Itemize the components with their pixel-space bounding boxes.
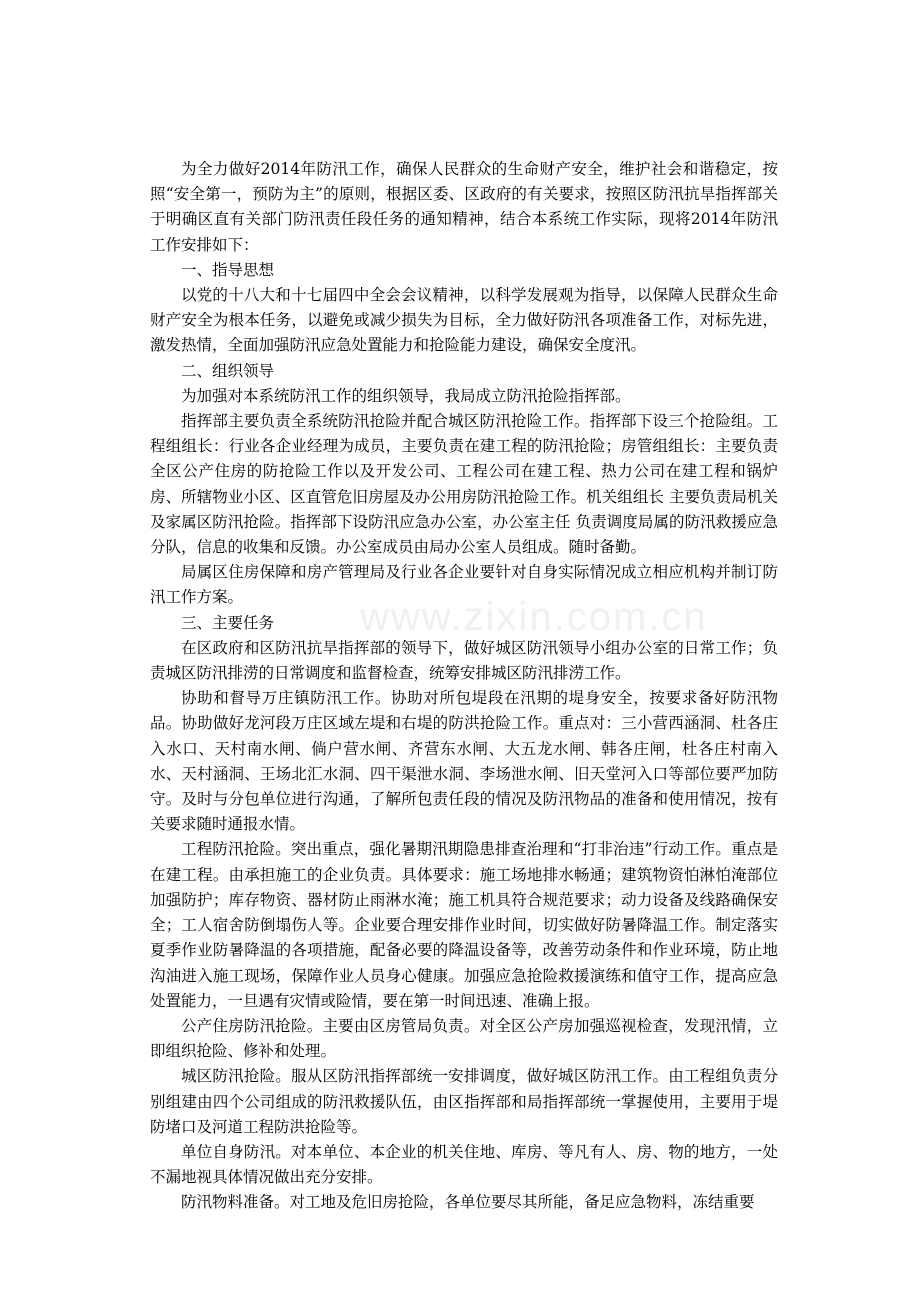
paragraph-organization-1: 为加强对本系统防汛工作的组织领导，我局成立防汛抢险指挥部。 bbox=[181, 386, 631, 405]
heading-guiding-ideology: 一、指导思想 bbox=[181, 260, 275, 279]
paragraph-task-6: 单位自身防汛。对本单位、本企业的机关住地、库房、等凡有人、房、物的地方，一处不漏地视具体情况做出充分安排。 bbox=[150, 1142, 778, 1187]
paragraph-task-2: 协助和督导万庄镇防汛工作。协助对所包堤段在汛期的堤身安全，按要求备好防汛物品。协助做好龙河段万庄区域左堤和右堤的防洪抢险工作。重点对：三小营西涵洞、杜各庄入水口、天村南水闸、倘户营水闸、齐营东水闸、大五龙水闸、韩各庄闸，杜各庄村南入水、天村涵洞、王场北汇水洞、四干渠泄水洞、李场泄水闸、旧天堂河入口等部位要严加防守。及时与分包单位进行沟通，了解所包责任段的情况及防汛物品的准备和使用情况，按有关要求随时通报水情。 bbox=[150, 689, 778, 834]
document-body bbox=[150, 157, 778, 1216]
paragraph-organization-3: 局属区住房保障和房产管理局及行业各企业要针对自身实际情况成立相应机构并制订防汛工作方案。 bbox=[150, 563, 778, 607]
paragraph-task-4: 公产住房防汛抢险。主要由区房管局负责。对全区公产房加强巡视检查，发现汛情，立即组织抢险、修补和处理。 bbox=[150, 1016, 778, 1061]
paragraph-intro: 为全力做好2014年防汛工作，确保人民群众的生命财产安全，维护社会和谐稳定，按照“安全第一，预防为主”的原则，根据区委、区政府的有关要求，按照区防汛抗旱指挥部关于明确区直有关部门防汛责任段任务的通知精神，结合本系统工作实际，现将2014年防汛工作安排如下： bbox=[150, 160, 778, 254]
heading-organization: 二、组织领导 bbox=[181, 361, 275, 380]
paragraph-task-7: 防汛物料准备。对工地及危旧房抢险，各单位要尽其所能，备足应急物料，冻结重要 bbox=[181, 1193, 755, 1212]
paragraph-task-5: 城区防汛抢险。服从区防汛指挥部统一安排调度，做好城区防汛工作。由工程组负责分别组建由四个公司组成的防汛救援队伍，由区指挥部和局指挥部统一掌握使用，主要用于堤防堵口及河道工程防洪抢险等。 bbox=[150, 1067, 778, 1136]
paragraph-guiding-ideology: 以党的十八大和十七届四中全会会议精神，以科学发展观为指导，以保障人民群众生命财产安全为根本任务，以避免或减少损失为目标，全力做好防汛各项准备工作，对标先进，激发热情，全面加强防汛应急处置能力和抢险能力建设，确保安全度汛。 bbox=[150, 286, 778, 355]
paragraph-task-1: 在区政府和区防汛抗旱指挥部的领导下，做好城区防汛领导小组办公室的日常工作；负责城区防汛排涝的日常调度和监督检查，统筹安排城区防汛排涝工作。 bbox=[150, 638, 778, 683]
paragraph-organization-2: 指挥部主要负责全系统防汛抢险并配合城区防汛抢险工作。指挥部下设三个抢险组。工程组组长：行业各企业经理为成员，主要负责在建工程的防汛抢险；房管组组长：主要负责全区公产住房的防抢险工作以及开发公司、工程公司在建工程、热力公司在建工程和锅炉房、所辖物业小区、区直管危旧房屋及办公用房防汛抢险工作。机关组组长 主要负责局机关及家属区防汛抢险。指挥部下设防汛应急办公室，办公室主任 负责调度局属的防汛救援应急分队，信息的收集和反馈。办公室成员由局办公室人员组成。随时备勤。 bbox=[150, 412, 778, 557]
watermark: www.zixin.com.cn bbox=[360, 595, 708, 639]
heading-main-tasks: 三、主要任务 bbox=[181, 613, 275, 632]
paragraph-task-3: 工程防汛抢险。突出重点，强化暑期汛期隐患排查治理和“打非治违”行动工作。重点是在建工程。由承担施工的企业负责。具体要求：施工场地排水畅通；建筑物资怕淋怕淹部位加强防护；库存物资、器材防止雨淋水淹；施工机具符合规范要求；动力设备及线路确保安全；工人宿舍防倒塌伤人等。企业要合理安排作业时间，切实做好防暑降温工作。制定落实夏季作业防暑降温的各项措施，配备必要的降温设备等，改善劳动条件和作业环境，防止地沟油进入施工现场，保障作业人员身心健康。加强应急抢险救援演练和值守工作，提高应急处置能力，一旦遇有灾情或险情，要在第一时间迅速、准确上报。 bbox=[150, 840, 778, 1010]
